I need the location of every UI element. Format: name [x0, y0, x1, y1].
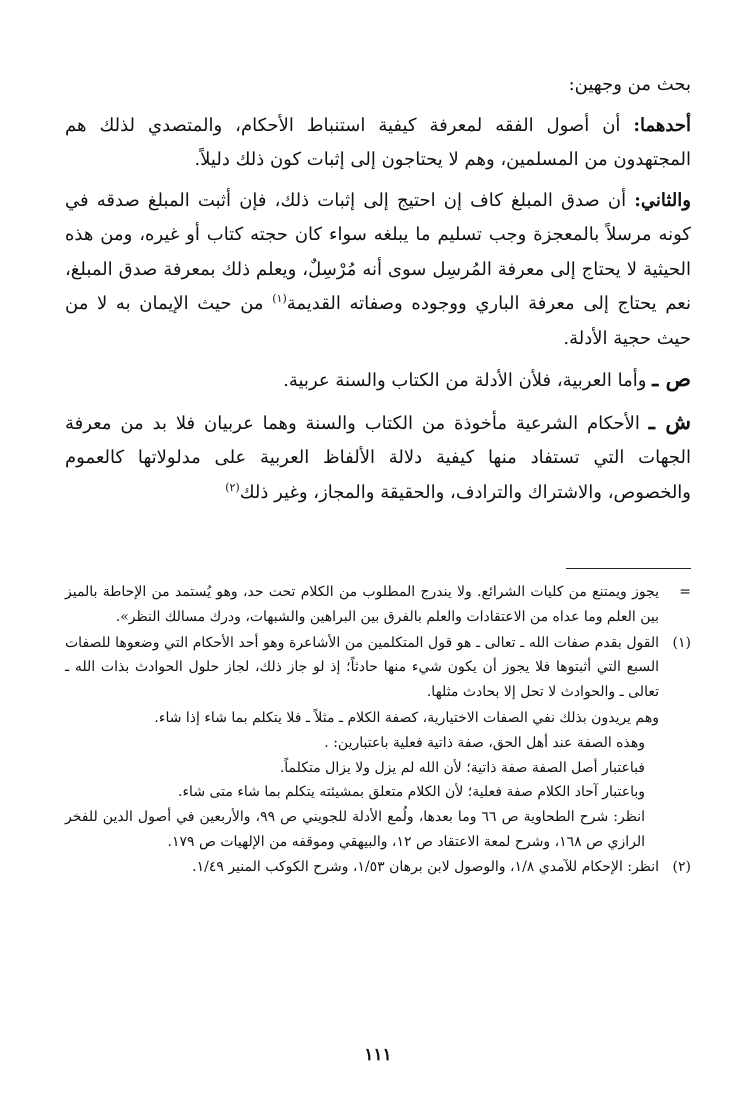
- footnote-ref-1[interactable]: (١): [272, 292, 287, 305]
- footnote-1-number: (١): [672, 634, 691, 651]
- continuation-text: يجوز ويمتنع من كليات الشرائع. ولا يندرج المطلوب من الكلام تحت حد، وهو يُستمد من الإحاطة بالميز بين العلم وما عداه من الاعتقادات والعلم بالفرق بين البراهين والشبهات، ودرك مسالك النظر».: [65, 584, 659, 625]
- first-aspect-label: أحدهما:: [633, 114, 691, 136]
- second-aspect-text: أن صدق المبلغ كاف إن احتيج إلى إثبات ذلك، فإن أثبت المبلغ صدقه في كونه مرسلاً بالمعجزة وجب تسليم ما يبلغه سواء كان حجته كتاب أو غيره، ومن هذه الحيثية لا يحتاج إلى معرفة المُرسِل سوى أنه مُرْسِلٌ، ويعلم ذلك بمعرفة صدق المبلغ، نعم يحتاج إلى معرفة الباري ووجوده وصفاته القديمة: [65, 189, 691, 314]
- paragraph-second-aspect: [65, 184, 691, 357]
- footnote-1-references: انظر: شرح الطحاوية ص ٦٦ وما بعدها، ولُمع الأدلة للجويني ص ٩٩، والأربعين في أصول الدين للفخر الرازي ص ١٦٨، وشرح لمعة الاعتقاد ص ١٢، والبيهقي وموقفه من الإلهيات ص ١٧٩.: [65, 809, 645, 850]
- intro-line: بحث من وجهين:: [568, 74, 691, 95]
- commentary-marker-shin: ش ـ: [648, 408, 691, 434]
- second-aspect-label: والثاني:: [634, 189, 691, 211]
- continuation-marker: =: [679, 584, 691, 600]
- arabic-language-text: وأما العربية، فلأن الأدلة من الكتاب والسنة عربية.: [283, 370, 653, 391]
- footnote-2: [65, 855, 691, 880]
- footnote-1: [65, 631, 691, 705]
- first-aspect-text: أن أصول الفقه لمعرفة كيفية استنباط الأحكام، والمتصدي لذلك هم المجتهدون من المسلمين، وهم لا يحتاجون إلى إثبات كون ذلك دليلاً.: [65, 114, 691, 170]
- text-marker-sad: ص ـ: [652, 366, 691, 391]
- footnote-2-text: انظر: الإحكام للآمدي ١/٨، والوصول لابن برهان ١/٥٣، وشرح الكوكب المنير ١/٤٩.: [192, 858, 659, 875]
- footnote-ref-2[interactable]: (٢): [225, 480, 240, 494]
- footnote-2-number: (٢): [672, 858, 691, 875]
- footnote-1-line-4: فباعتبار أصل الصفة صفة ذاتية؛ لأن الله لم يزل ولا يزال متكلماً.: [279, 759, 645, 776]
- footnote-separator: [566, 568, 691, 569]
- main-text: [65, 68, 691, 516]
- footnote-1-line-5: وباعتبار آحاد الكلام صفة فعلية؛ لأن الكلام متعلق بمشيئته يتكلم بما شاء متى شاء.: [178, 784, 645, 801]
- paragraph-first-aspect: [65, 109, 691, 178]
- second-aspect-text-end: من حيث الإيمان به لا من حيث حجية الأدلة.: [65, 293, 691, 349]
- footnote-continuation: [65, 580, 691, 630]
- page-number: ١١١: [364, 1045, 392, 1065]
- paragraph-commentary: [65, 405, 691, 511]
- footnote-1-line-2: وهم يريدون بذلك نفي الصفات الاختيارية، كصفة الكلام ـ مثلاً ـ فلا يتكلم بما شاء إذا شاء.: [154, 709, 659, 726]
- footnote-1-line-3: وهذه الصفة عند أهل الحق، صفة ذاتية فعلية باعتبارين: .: [324, 734, 645, 751]
- commentary-text: الأحكام الشرعية مأخوذة من الكتاب والسنة وهما عربيان فلا بد من معرفة الجهات التي تستفاد منها كيفية دلالة الألفاظ العربية على مدلولاتها كالعموم والخصوص، والاشتراك والترادف، والحقيقة والمجاز، وغير ذلك: [65, 412, 691, 503]
- footnotes: [65, 580, 691, 881]
- footnote-1-text: القول بقدم صفات الله ـ تعالى ـ هو قول المتكلمين من الأشاعرة وهو أحد الأحكام التي وضعوها للصفات السبع التي أثبتوها فلا يجوز أن يكون شيء منها حادثاً؛ إذ لو جاز ذلك، لجاز حلول الحوادث بذات الله ـ تعالى ـ والحوادث لا تحل إلا بحادث مثلها.: [65, 634, 659, 701]
- paragraph-arabic-language: [65, 362, 691, 399]
